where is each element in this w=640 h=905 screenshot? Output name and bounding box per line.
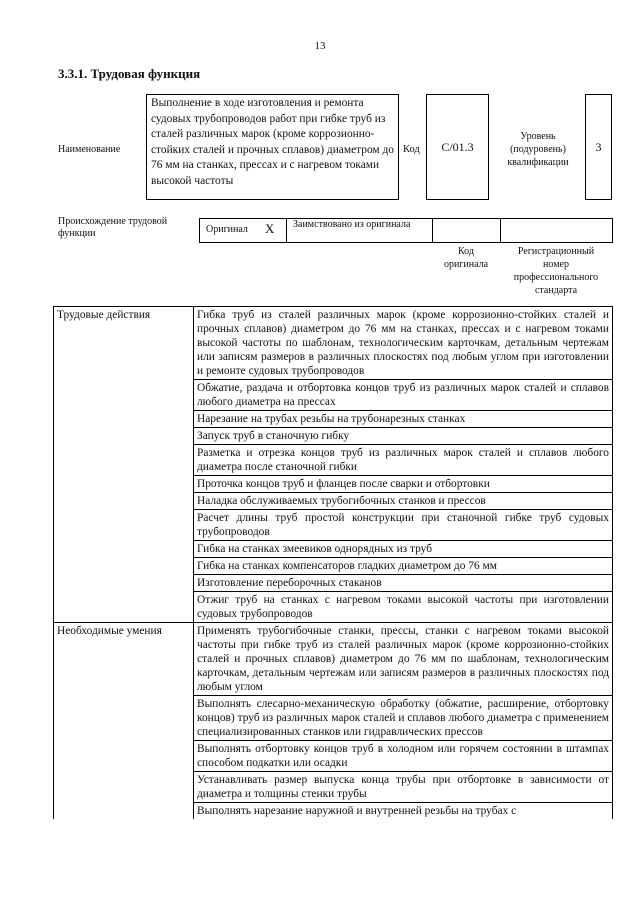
code-value: С/01.3 [441,139,474,154]
borrowed-label: Заимствовано из оригинала [293,219,411,230]
name-label: Наименование [58,144,121,155]
page-number: 13 [314,40,326,52]
origin-divider [432,219,433,242]
table-cell: Обжатие, раздача и отбортовка концов труб из различных марок сталей и сплавов любого диаметра на прессах [194,380,613,411]
origin-divider [286,219,287,242]
table-cell: Разметка и отрезка концов труб из различных марок сталей и сплавов любого диаметра после станочной гибки [194,445,613,476]
table-cell: Запуск труб в станочную гибку [194,428,613,445]
table-cell: Наладка обслуживаемых трубогибочных станков и прессов [194,493,613,510]
category-cell: Трудовые действия [54,307,194,623]
labor-function-table [53,306,613,819]
section-title: 3.3.1. Трудовая функция [58,66,201,81]
table-cell: Выполнять слесарно-механическую обработку (обжатие, расширение, отбортовку концов) труб из различных марок сталей и сплавов любого диаметра с применением специализированных станков или гидравлических прессов [194,696,613,741]
table-cell: Проточка концов труб и фланцев после сварки и отбортовки [194,476,613,493]
original-mark: X [265,221,275,236]
table-cell: Выполнять нарезание наружной и внутренней резьбы на трубах с [194,803,613,820]
level-label: Уровень (подуровень) квалификации [507,131,569,168]
level-box [585,94,612,200]
table-cell: Гибка на станках змеевиков однорядных из труб [194,541,613,558]
code-original-caption: Код оригинала [443,246,489,270]
table-cell: Выполнять отбортовку концов труб в холодном или горячем состоянии в штампах способом подкатки или осадки [194,741,613,772]
code-label: Код [403,144,420,155]
name-box [146,94,399,200]
origin-label: Происхождение трудовой функции [58,216,168,239]
function-name: Выполнение в ходе изготовления и ремонта судовых трубопроводов работ при гибке труб из сталей различных марок (кроме коррозионно-стойких сталей и прочных сплавов) диаметром до 76 мм на станках, прессах и с нагревом токами высокой частоты [151,97,394,187]
code-box [426,94,489,200]
regnum-caption: Регистрационный номер профессионального стандарта [513,246,599,296]
table-cell: Изготовление переборочных стаканов [194,575,613,592]
table-cell: Гибка труб из сталей различных марок (кроме коррозионно-стойких сталей и прочных сплавов) диаметром до 76 мм на станках, прессах и с нагревом токами высокой частоты по шаблонам, технологическим карточкам, детальным чертежам или записям размеров в различных плоскостях под любым углом при изготовлении и ремонте судовых трубопроводов [194,307,613,380]
table-cell: Нарезание на трубах резьбы на трубонарезных станках [194,411,613,428]
table-cell: Отжиг труб на станках с нагревом токами высокой частоты при изготовлении судовых трубопроводов [194,592,613,623]
table-cell: Гибка на станках компенсаторов гладких диаметром до 76 мм [194,558,613,575]
category-cell: Необходимые умения [54,623,194,820]
original-label: Оригинал [206,224,248,235]
table-row [54,623,613,696]
table-row [54,307,613,380]
table-cell: Устанавливать размер выпуска конца трубы при отбортовке в зависимости от диаметра и толщины стенки трубы [194,772,613,803]
origin-divider [500,219,501,242]
table-cell: Применять трубогибочные станки, прессы, станки с нагревом токами высокой частоты при гибке труб из сталей различных марок (кроме коррозионно-стойких сталей и прочных сплавов) диаметром до 76 мм по шаблонам, технологическим карточкам, детальным чертежам или записям размеров в различных плоскостях под любым углом [194,623,613,696]
level-value: 3 [595,139,602,154]
table-cell: Расчет длины труб простой конструкции при станочной гибке труб судовых трубопроводов [194,510,613,541]
